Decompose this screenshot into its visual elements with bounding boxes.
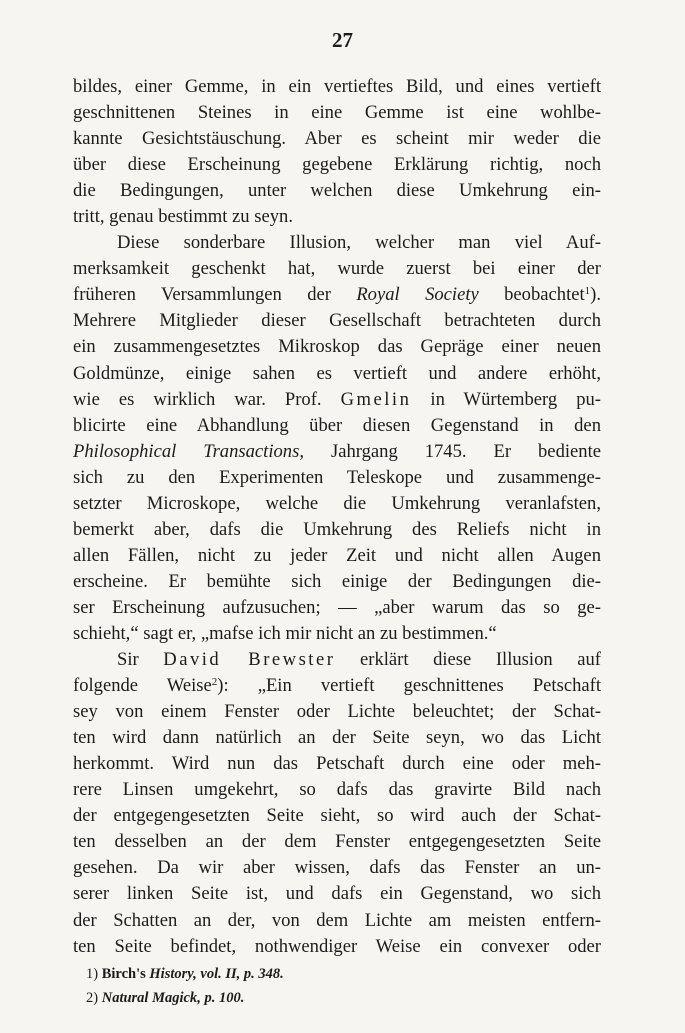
text-segment: Sir	[117, 649, 164, 671]
text-segment: früheren Versammlungen der	[73, 284, 357, 306]
text-line: Mehrere Mitglieder dieser Gesellschaft betrachteten durch	[73, 310, 601, 332]
paragraph	[73, 74, 601, 230]
footnote-marker: 1)	[86, 966, 99, 982]
text-segment: erklärt diese Illusion auf	[335, 649, 601, 671]
text-line: ten wird dann natürlich an der Seite seyn, wo das Licht	[73, 727, 601, 749]
text-line: die Bedingungen, unter welchen diese Umkehrung ein-	[73, 180, 601, 202]
text-line: Goldmünze, einige sahen es vertieft und andere erhöht,	[73, 362, 601, 384]
text-line: ten Seite befindet, nothwendiger Weise ein convexer oder	[73, 935, 601, 957]
text-line: ein zusammengesetztes Mikroskop das Gepräge einer neuen	[73, 336, 601, 358]
text-line: schieht,“ sagt er, „mafse ich mir nicht an zu bestimmen.“	[73, 622, 497, 644]
text-segment: folgende Weise	[73, 675, 212, 697]
text-line: herkommt. Wird nun das Petschaft durch eine oder meh-	[73, 753, 601, 775]
text-line	[73, 673, 601, 699]
text-segment: ).	[590, 284, 602, 306]
text-line: setzter Microskope, welche die Umkehrung veranlafsten,	[73, 492, 601, 514]
footnote-author: Birch's	[101, 966, 146, 982]
footnote-ref: 1	[584, 285, 591, 298]
text-line: sich zu den Experimenten Teleskope und zusammenge-	[73, 466, 601, 488]
text-line: bemerkt aber, dafs die Umkehrung des Reliefs nicht in	[73, 518, 601, 540]
paragraph	[73, 647, 601, 960]
text-line: serer linken Seite ist, und dafs ein Gegenstand, wo sich	[73, 883, 601, 905]
text-line: ten desselben an der dem Fenster entgegengesetzten Seite	[73, 831, 601, 853]
text-segment: ): „Ein vertieft geschnittenes Petschaft	[217, 675, 601, 697]
footnote-ref: , p. 100.	[197, 990, 245, 1006]
spaced-name: Gmelin	[340, 388, 412, 410]
text-line: rere Linsen umgekehrt, so dafs das gravirte Bild nach	[73, 779, 601, 801]
text-line: gesehen. Da wir aber wissen, dafs das Fenster an un-	[73, 857, 601, 879]
text-line: Diese sonderbare Illusion, welcher man viel Auf-	[117, 232, 601, 254]
text-line: blicirte eine Abhandlung über diesen Gegenstand in den	[73, 414, 601, 436]
text-segment: in Würtemberg pu-	[411, 388, 601, 410]
text-line: ser Erscheinung aufzusuchen; — „aber warum das so ge-	[73, 596, 601, 618]
text-line: der Schatten an der, von dem Lichte am meisten entfern-	[73, 909, 601, 931]
footnote-marker: 2)	[86, 990, 99, 1006]
footnote	[86, 986, 606, 1010]
text-line: der entgegengesetzten Seite sieht, so wird auch der Schat-	[73, 805, 601, 827]
text-segment: wie es wirklich war. Prof.	[73, 388, 341, 410]
text-line: bildes, einer Gemme, in ein vertieftes Bild, und eines vertieft	[73, 76, 601, 97]
spaced-name: David Brewster	[163, 649, 336, 671]
text-line	[73, 439, 601, 465]
italic-title: Royal Society	[356, 284, 479, 306]
text-line: geschnittenen Steines in eine Gemme ist eine wohlbe-	[73, 102, 601, 124]
footnote-ref: , vol. II, p. 348.	[193, 966, 284, 982]
body-text	[73, 74, 601, 960]
text-line	[73, 282, 601, 308]
text-line: merksamkeit geschenkt hat, wurde zuerst bei einer der	[73, 258, 601, 280]
text-line: sey von einem Fenster oder Lichte beleuchtet; der Schat-	[73, 701, 601, 723]
text-line	[73, 387, 601, 413]
footnote-ref: 2	[211, 676, 218, 689]
text-line: tritt, genau bestimmt zu seyn.	[73, 206, 293, 228]
footnote	[86, 962, 606, 986]
page-number: 27	[332, 28, 353, 52]
text-line: erscheine. Er bemühte sich einige der Bedingungen die-	[73, 570, 601, 592]
footnotes	[86, 962, 606, 1010]
text-line	[73, 647, 601, 673]
paragraph	[73, 230, 601, 647]
text-line: allen Fällen, nicht zu jeder Zeit und nicht allen Augen	[73, 544, 601, 566]
text-segment: Jahrgang 1745. Er bediente	[304, 440, 601, 462]
text-line: über diese Erscheinung gegebene Erklärung richtig, noch	[73, 154, 601, 176]
footnote-title: History	[149, 966, 194, 982]
italic-title: Philosophical Transactions,	[73, 440, 304, 462]
text-segment: beobachtet	[478, 284, 585, 306]
text-line: kannte Gesichtstäuschung. Aber es scheint mir weder die	[73, 128, 601, 150]
footnote-title: Natural Magick	[101, 990, 198, 1006]
